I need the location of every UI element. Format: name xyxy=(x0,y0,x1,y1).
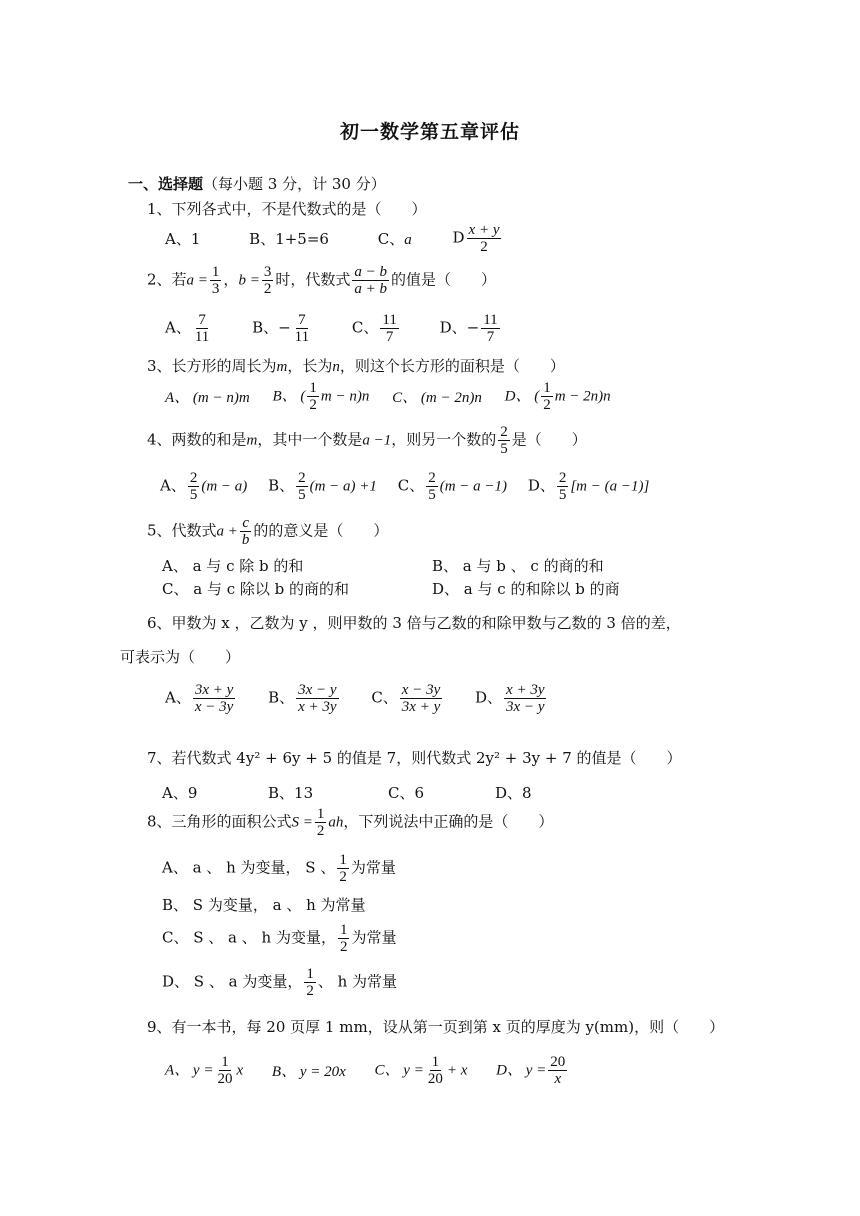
question-9-stem: 9、有一本书，每 20 页厚 1 mm，设从第一页到第 x 页的厚度为 y(mm)，则（ ） xyxy=(147,1018,725,1036)
question-1-stem: 1、下列各式中，不是代数式的是（ ） xyxy=(147,200,427,218)
q6-option-b: B、 $\frac{3x - y}{x + 3y}$ xyxy=(268,682,337,715)
q3-option-d: D、 ( $\frac{1}{2}$ m − 2n)n xyxy=(504,380,611,413)
q9-option-a: A、 y = $\frac{1}{20}$ x xyxy=(165,1054,244,1087)
question-9-options xyxy=(165,1054,595,1087)
q4-option-a: A、 $\frac{2}{5}$ (m − a) xyxy=(160,470,248,503)
question-3-options xyxy=(165,380,637,413)
q6-option-c: C、 $\frac{x - 3y}{3x + y}$ xyxy=(371,682,441,715)
section-label: 一、选择题 xyxy=(128,175,204,193)
q1-option-a: A、1 xyxy=(165,230,201,248)
q5-option-b: B、 a 与 b 、 c 的商的和 xyxy=(432,557,604,575)
q1-d-denominator: 2 xyxy=(480,239,488,255)
q6-option-d: D、 $\frac{x + 3y}{3x - y}$ xyxy=(475,682,545,715)
q4-option-b: B、 $\frac{2}{5}$ (m − a) +1 xyxy=(268,470,377,503)
q2-option-b: B、− $\frac{7}{11}$ xyxy=(252,312,310,345)
q8-option-d: D、 S 、 a 为变量， $\frac{1}{2}$ 、 h 为常量 xyxy=(162,966,398,999)
q7-option-a: A、9 xyxy=(162,784,198,802)
q5-option-d: D、 a 与 c 的和除以 b 的商 xyxy=(432,580,620,598)
q7-option-d: D、8 xyxy=(495,784,532,802)
question-2-stem: 2、若a = $\frac{1}{3}$ ，b = $\frac{3}{2}$ 时，代数式 $\frac{a - b}{a + b}$ 的值是（ ） xyxy=(147,264,496,297)
q9-option-b: B、 y = 20x xyxy=(271,1064,346,1080)
q1-option-c: C、a xyxy=(377,230,412,248)
q2-option-d: D、− $\frac{11}{7}$ xyxy=(439,312,498,345)
q3-option-c: C、 (m − 2n)n xyxy=(392,390,482,406)
question-6-stem-line2: 可表示为（ ） xyxy=(120,648,241,666)
q8-option-a: A、 a 、 h 为变量， S 、 $\frac{1}{2}$ 为常量 xyxy=(162,852,396,885)
q1-option-d: D $\frac{x + y}{2}$ xyxy=(452,222,500,255)
question-1-options xyxy=(165,222,529,255)
question-4-stem: 4、两数的和是m，其中一个数是a −1，则另一个数的 $\frac{2}{5}$ 是（ ） xyxy=(147,424,587,457)
q3-option-a: A、 (m − n)m xyxy=(165,390,250,406)
question-2-options xyxy=(165,312,528,345)
question-7-stem: 7、若代数式 4y² + 6y + 5 的值是 7，则代数式 2y² + 3y + 7 的值是（ ） xyxy=(147,749,682,767)
q5-option-c: C、 a 与 c 除以 b 的商的和 xyxy=(162,580,350,598)
q4-option-d: D、 $\frac{2}{5}$ [m − (a −1)] xyxy=(527,470,650,503)
question-4-options xyxy=(160,470,675,503)
q9-option-d: D、 y = $\frac{20}{x}$ xyxy=(496,1054,566,1087)
q7-option-b: B、13 xyxy=(268,784,314,802)
q1-d-numerator: x + y xyxy=(468,222,500,238)
q6-option-a: A、 $\frac{3x + y}{x - 3y}$ xyxy=(165,682,234,715)
section-header xyxy=(128,175,386,193)
q3-option-b: B、 ( $\frac{1}{2}$ m − n)n xyxy=(272,380,370,413)
question-6-stem-line1: 6、甲数为 x ，乙数为 y ，则甲数的 3 倍与乙数的和除甲数与乙数的 3 倍的差， xyxy=(147,614,681,632)
q7-option-c: C、6 xyxy=(388,784,425,802)
q2-option-c: C、 $\frac{11}{7}$ xyxy=(351,312,397,345)
q4-option-c: C、 $\frac{2}{5}$ (m − a −1) xyxy=(397,470,508,503)
question-6-options xyxy=(165,682,574,715)
question-5-stem: 5、代数式a + $\frac{c}{b}$ 的的意义是（ ） xyxy=(147,515,389,548)
q5-option-a: A、 a 与 c 除 b 的和 xyxy=(162,557,304,575)
q2-option-a: A、 $\frac{7}{11}$ xyxy=(165,312,210,345)
q8-option-c: C、 S 、 a 、 h 为变量， $\frac{1}{2}$ 为常量 xyxy=(162,922,397,955)
section-note: （每小题 3 分，计 30 分） xyxy=(203,175,386,193)
q9-option-c: C、 y = $\frac{1}{20}$ + x xyxy=(374,1054,468,1087)
q8-option-b: B、 S 为变量， a 、 h 为常量 xyxy=(162,896,366,914)
page-title: 初一数学第五章评估 xyxy=(339,121,520,143)
q1-option-b: B、1+5=6 xyxy=(249,230,329,248)
question-8-stem: 8、三角形的面积公式S = $\frac{1}{2}$ ah，下列说法中正确的是（ ） xyxy=(147,806,554,839)
question-3-stem: 3、长方形的周长为m，长为n，则这个长方形的面积是（ ） xyxy=(147,357,565,375)
